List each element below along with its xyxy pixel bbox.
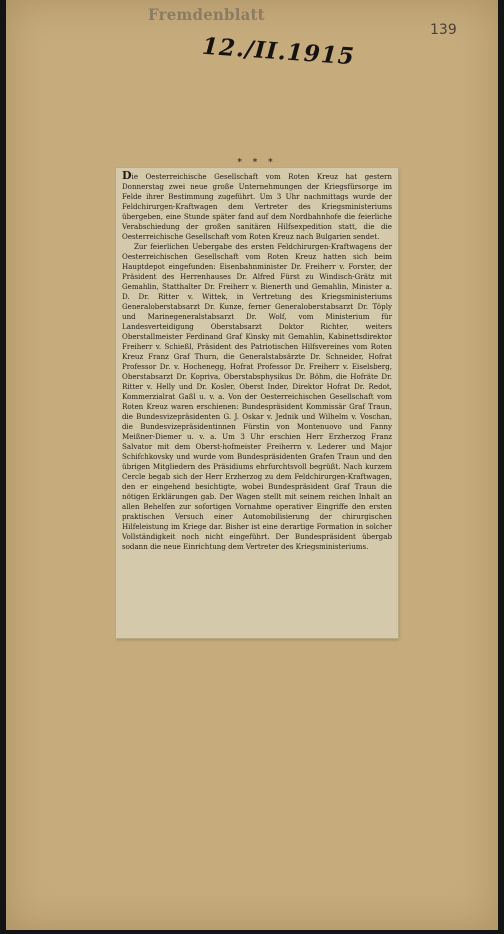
folio-number: 139 <box>430 22 457 38</box>
article-paragraph-1: Die Oesterreichische Gesellschaft vom Roten Kreuz hat gestern Donnerstag zwei neue große Unternehmungen der Kriegsfürsorge im Felde ihrer Bestimmung zugeführt. Um 3 Uhr nachmittags wurde der Feldchirurgen-Kraftwagen dem Vertreter des Kriegsministeriums übergeben, eine Stunde später fand auf dem Nordbahnhofe die feierliche Verabschiedung der großen sanitären Hilfsexpedition statt, die die Oesterreichische Gesellschaft vom Roten Kreuz nach Bulgarien sendet. <box>122 169 392 241</box>
article-paragraph-2: Zur feierlichen Uebergabe des ersten Feldchirurgen-Kraftwagens der Oesterreichischen Gesellschaft vom Roten Kreuz hatten sich beim Hauptdepot eingefunden: Eisenbahnminister Dr. Freiherr v. Forster, der Präsident des Herrenhauses Dr. Alfred Fürst zu Windisch-Grätz mit Gemahlin, Statthalter Dr. Freiherr v. Bienerth und Gemahlin, Minister a. D. Dr. Ritter v. Wittek, in Vertretung des Kriegsministeriums Generaloberstabsarzt Dr. Kunze, ferner Generaloberstabsarzt Dr. Töply und Marinegeneralstabsarzt Dr. Wolf, vom Ministerium für Landesverteidigung Oberstabsarzt Doktor Richter, weiters Oberstallmeister Ferdinand Graf Kinsky mit Gemahlin, Kabinettsdirektor Freiherr v. Schießl, Präsident des Patriotischen Hilfsvereines vom Roten Kreuz Franz Graf Thurn, die Generalstabsärzte Dr. Schneider, Hofrat Professor Dr. v. Hochenegg, Hofrat Professor Dr. Freiherr v. Eiselsberg, Oberstabsarzt Dr. Kopriva, Oberstabsphysikus Dr. Böhm, die Hofräte Dr. Ritter v. Helly und Dr. Kosler, Oberst Inder, Direktor Hofrat Dr. Redot, Kommerzialrat Gaßl u. v. a. Von der Oesterreichischen Gesellschaft vom Roten Kreuz waren erschienen: Bundespräsident Kommissär Graf Traun, die Bundesvizepräsidenten G. J. Oskar v. Jednik und Wilhelm v. Voschan, die Bundesvizepräsidentinnen Fürstin von Montenuovo und Fanny Meißner-Diemer u. v. a. Um 3 Uhr erschien Herr Erzherzog Franz Salvator mit dem Oberst-hofmeister Freiherrn v. Lederer und Major Schifchkovsky und wurde vom Bundespräsidenten Grafen Traun und den übrigen Mitgliedern des Präsidiums ehrfurchtsvoll begrüßt. Nach kurzem Cercle begab sich der Herr Erzherzog zu dem Feldchirurgen-Kraftwagen, den er eingehend besichtigte, wobei Bundespräsident Graf Traun die nötigen Erklärungen gab. Der Wagen stellt mit seinem reichen Inhalt an allen Behelfen zur sofortigen Vornahme operativer Eingriffe den ersten praktischen Versuch einer Automobilisierung der chirurgischen Hilfeleistung im Kriege dar. Bisher ist eine derartige Formation in solcher Vollständigkeit noch nicht eingeführt. Der Bundespräsident übergab sodann die neue Einrichtung dem Vertreter des Kriegsministeriums. <box>122 242 392 551</box>
newspaper-clipping <box>116 158 398 638</box>
handwritten-date: 12./II.1915 <box>201 32 356 71</box>
archive-sheet <box>6 0 498 930</box>
ornament: * * * <box>237 158 277 168</box>
newspaper-stamp: Fremdenblatt <box>148 5 265 25</box>
article-text <box>122 171 392 552</box>
